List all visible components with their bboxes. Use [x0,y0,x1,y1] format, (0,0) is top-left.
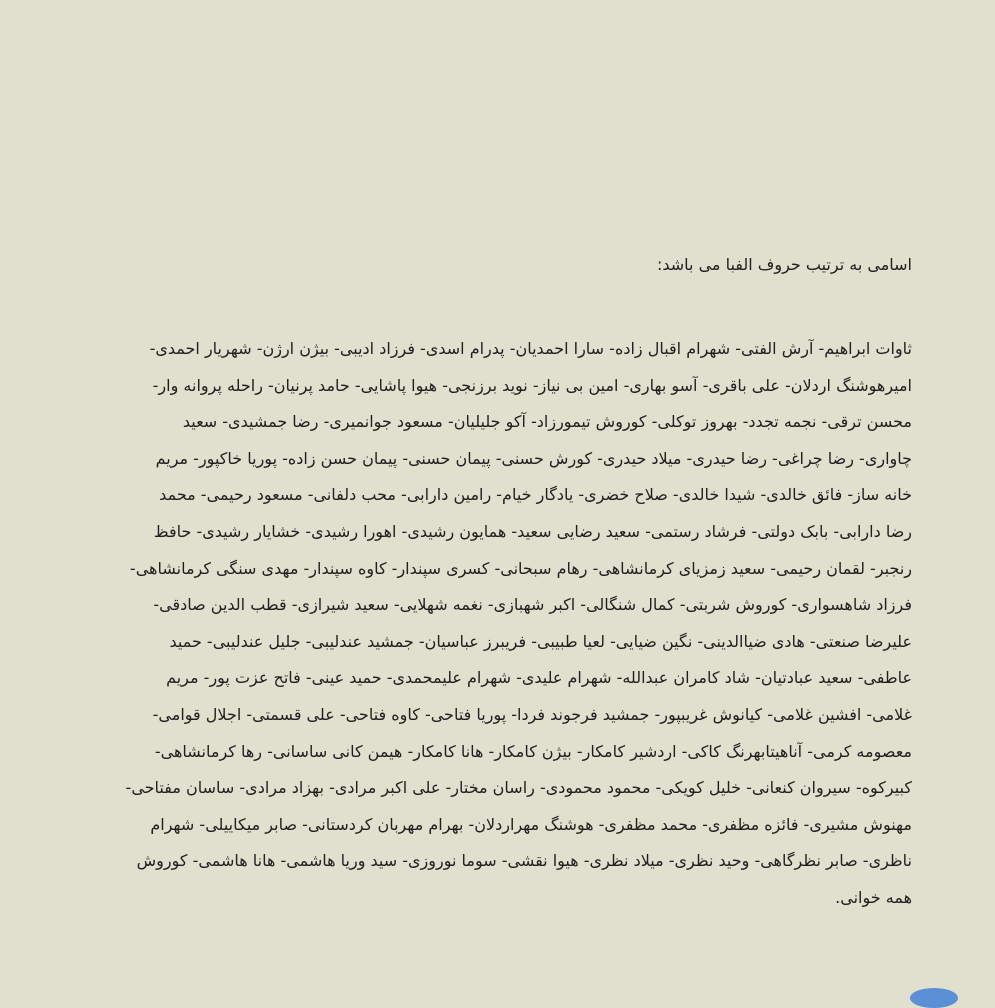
text-line: چاواری- رضا چراغی- رضا حیدری- میلاد حیدری- کورش حسنی- پیمان حسنی- پیمان حسن زاده- پوریا خاکپور- مریم [155,448,912,468]
text-line: فرزاد شاهسواری- کوروش شربتی- کمال شنگالی- اکبر شهبازی- نغمه شهلایی- سعید شیرازی- قطب الدین صادقی- [153,595,912,615]
text-line: همه خوانی. [835,887,912,907]
text-line: خانه ساز- فائق خالدی- شیدا خالدی- صلاح خضری- یادگار خیام- رامین دارابی- محب دلفانی- مسعود رحیمی- محمد [159,485,912,505]
scroll-indicator-arc [910,988,958,1008]
text-line: معصومه کرمی- آناهیتابهرنگ کاکی- اردشیر کامکار- بیژن کامکار- هانا کامکار- هیمن کانی ساسانی- رها کرمانشاهی- [154,741,912,761]
text-line: غلامی- افشین غلامی- کیانوش غریبپور- جمشید فرجوند فردا- پوریا فتاحی- کاوه فتاحی- علی قسمتی- اجلال قوامی- [152,704,912,724]
text-line: امیرهوشنگ اردلان- علی باقری- آسو بهاری- امین بی نیاز- نوید برزنجی- هیوا پاشایی- حامد پرنیان- راحله پروانه وار- [152,375,912,395]
text-line: ناظری- صابر نظرگاهی- وحید نظری- میلاد نظری- هیوا نقشی- سوما نوروزی- سید وریا هاشمی- هانا هاشمی- کوروش [136,851,912,871]
text-line: مهنوش مشیری- فائزه مظفری- محمد مظفری- هوشنگ مهراردلان- بهرام مهربان کردستانی- صابر میکاییلی- شهرام [150,814,912,834]
text-line: رضا دارابی- بابک دولتی- فرشاد رستمی- سعید رضایی سعید- همایون رشیدی- اهورا رشیدی- خشایار رشیدی- حافظ [153,521,912,541]
text-line: رنجبر- لقمان رحیمی- سعید زمزیای کرمانشاهی- رهام سبحانی- کسری سپندار- کاوه سپندار- مهدی سنگی کرمانشاهی- [129,558,912,578]
text-line: محسن ترقی- نجمه تجدد- بهروز توکلی- کوروش تیمورزاد- آکو جلیلیان- مسعود جوانمیری- رضا جمشیدی- سعید [182,412,912,432]
text-line: عاطفی- سعید عبادتیان- شاد کامران عبدالله- شهرام علیدی- شهرام علیمحمدی- حمید عینی- فاتح عزت پور- مریم [166,668,912,688]
text-line: ثاوات ابراهیم- آرش الفتی- شهرام اقبال زاده- سارا احمدیان- پدرام اسدی- فرزاد ادیبی- بیژن ارژن- شهریار احمدی- [149,339,912,358]
text-line: علیرضا صنعتی- هادی ضیاالدینی- نگین ضیایی- لعیا طبیبی- فریبرز عباسیان- جمشید عندلیبی- جلیل عندلیبی- حمید [169,631,912,651]
names-paragraph [100,331,912,917]
text-line: کبیرکوه- سیروان کنعانی- خلیل کویکی- محمود محمودی- راسان مختار- علی اکبر مرادی- بهزاد مرادی- ساسان مفتاحی- [125,778,912,798]
page-heading: اسامی به ترتیب حروف الفبا می باشد: [656,255,912,274]
